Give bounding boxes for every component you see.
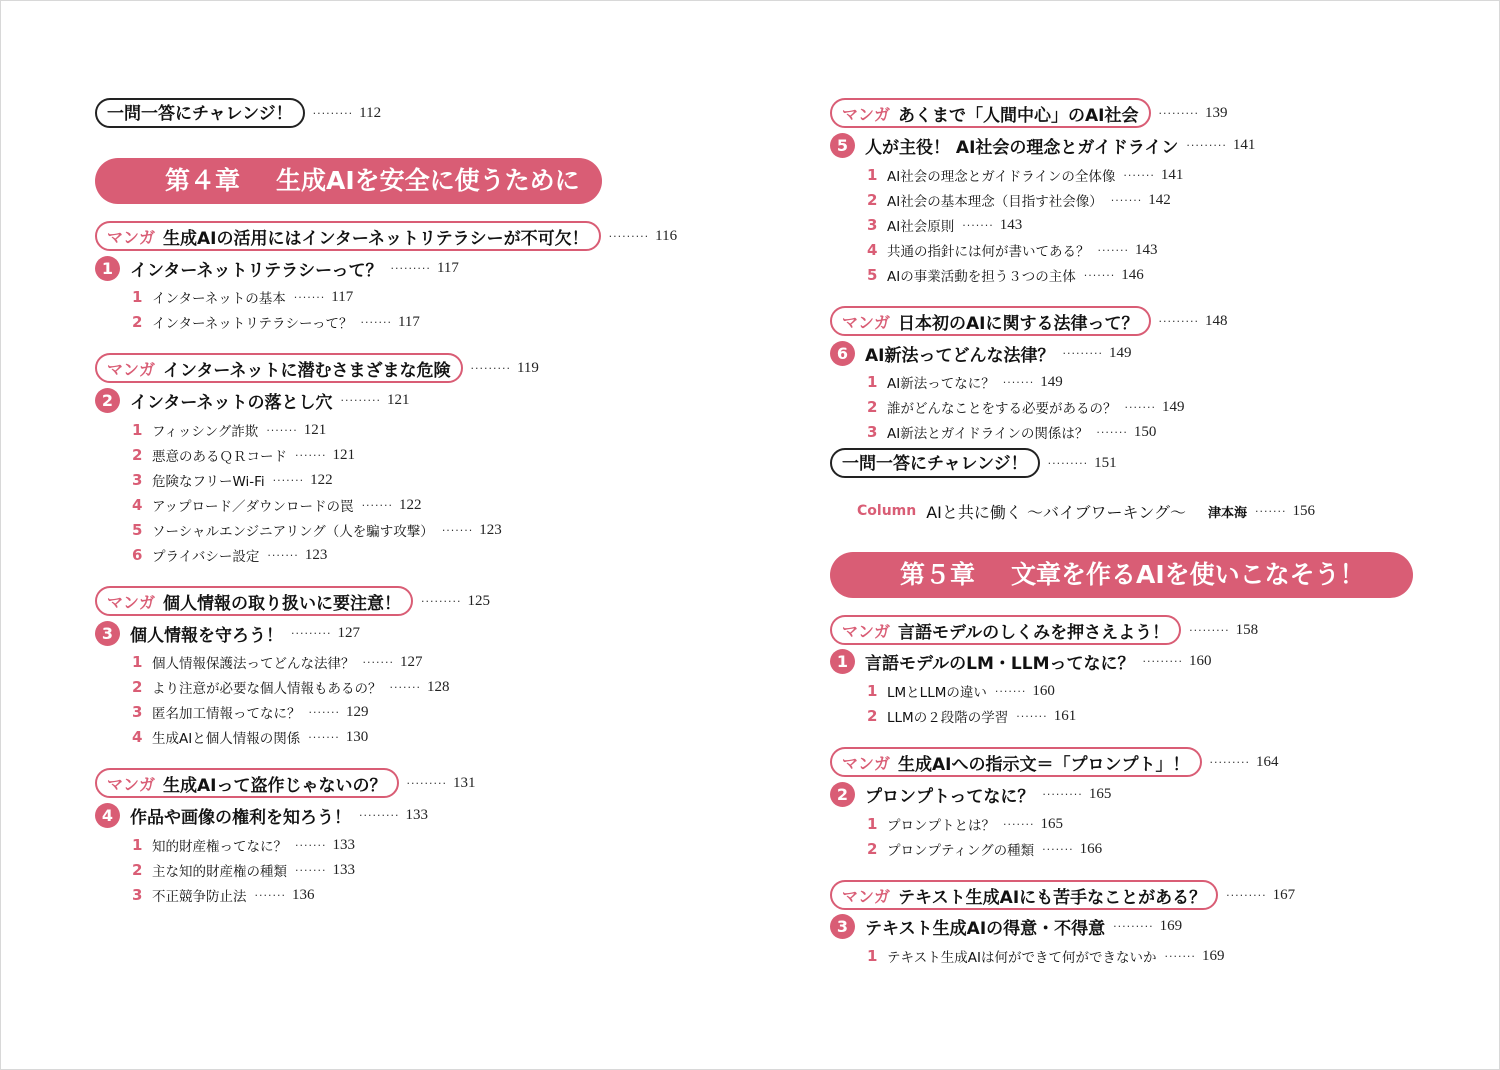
toc-entry-section[interactable] — [830, 338, 1131, 368]
leader-dots: ······· — [308, 730, 340, 744]
chapter-title: 生成AIを安全に使うために — [276, 166, 580, 195]
subsection-number: 1 — [867, 682, 878, 700]
column-title: AIと共に働く ～バイブワーキング～ — [926, 502, 1187, 522]
page-number: 122 — [399, 496, 422, 513]
manga-pill — [95, 353, 463, 383]
leader-dots: ········· — [1158, 314, 1199, 328]
subsection-title: 個人情報保護法ってどんな法律？ — [152, 656, 355, 672]
leader-dots: ······· — [389, 680, 421, 694]
toc-entry-manga[interactable] — [830, 747, 1278, 777]
subsection-title: ソーシャルエンジニアリング（人を騙す攻撃） — [152, 524, 434, 540]
leader-dots: ······· — [272, 473, 305, 487]
page-number: 166 — [1079, 840, 1103, 857]
page-number: 141 — [1160, 166, 1184, 183]
leader-dots: ········· — [1209, 755, 1250, 769]
toc-entry-manga[interactable] — [95, 221, 677, 251]
subsection-number: 1 — [132, 653, 143, 671]
manga-tag: マンガ — [842, 621, 891, 641]
toc-entry-section[interactable] — [95, 618, 360, 648]
toc-entry-section[interactable] — [830, 911, 1182, 941]
page-number: 149 — [1108, 344, 1132, 361]
leader-dots: ······· — [1110, 193, 1143, 207]
subsection-title: アップロード／ダウンロードの罠 — [152, 499, 354, 515]
leader-dots: ········· — [340, 393, 381, 407]
section-title: プロンプトってなに？ — [865, 786, 1035, 807]
manga-pill — [830, 747, 1202, 777]
toc-entry-sub[interactable] — [867, 417, 1156, 447]
leader-dots: ········· — [1142, 654, 1183, 668]
manga-tag: マンガ — [842, 312, 891, 332]
section-number-badge: 1 — [830, 649, 855, 674]
section-number-badge: 3 — [830, 914, 855, 939]
page-number: 169 — [1201, 947, 1225, 964]
leader-dots: ······· — [962, 218, 994, 232]
subsection-number: 3 — [867, 216, 878, 234]
toc-entry-manga[interactable] — [830, 306, 1227, 336]
subsection-number: 1 — [867, 166, 878, 184]
toc-entry-challenge[interactable] — [95, 98, 381, 128]
subsection-title: AIの事業活動を担う３つの主体 — [887, 269, 1076, 285]
subsection-title: AI社会原則 — [887, 219, 955, 235]
subsection-title: LMとLLMの違い — [887, 685, 987, 701]
toc-entry-manga[interactable] — [830, 615, 1258, 645]
page-number: 169 — [1159, 917, 1183, 934]
toc-entry-section[interactable] — [830, 779, 1111, 809]
leader-dots: ······· — [1003, 817, 1035, 831]
leader-dots: ······· — [267, 548, 299, 562]
page-number: 119 — [516, 359, 539, 376]
page-number: 125 — [467, 592, 490, 609]
leader-dots: ······· — [293, 290, 326, 304]
leader-dots: ······· — [1255, 504, 1287, 518]
page-number: 127 — [399, 653, 423, 670]
toc-entry-manga[interactable] — [830, 880, 1295, 910]
subsection-title: AI新法とガイドラインの関係は？ — [887, 426, 1089, 442]
column-tag: Column — [857, 503, 917, 519]
manga-title: 個人情報の取り扱いに要注意！ — [163, 593, 402, 614]
page-number: 123 — [304, 546, 328, 563]
manga-title: あくまで「人間中心」のAI社会 — [898, 105, 1139, 126]
leader-dots: ········· — [1189, 623, 1230, 637]
leader-dots: ······· — [1164, 949, 1196, 963]
page-number: 146 — [1121, 266, 1144, 283]
toc-entry-sub[interactable] — [867, 834, 1102, 864]
page-number: 167 — [1272, 886, 1296, 903]
leader-dots: ······· — [295, 838, 327, 852]
chapter-title: 文章を作るAIを使いこなそう！ — [1011, 560, 1365, 589]
manga-tag: マンガ — [107, 774, 156, 794]
subsection-number: 3 — [132, 471, 143, 489]
subsection-title: プライバシー設定 — [152, 549, 260, 565]
leader-dots: ········· — [1047, 456, 1089, 470]
section-number-badge: 3 — [95, 621, 120, 646]
toc-entry-sub[interactable] — [867, 701, 1076, 731]
page-number: 156 — [1292, 502, 1316, 519]
page-number: 122 — [310, 471, 333, 488]
subsection-title: 共通の指針には何が書いてある？ — [887, 244, 1090, 260]
manga-pill — [830, 306, 1151, 336]
subsection-number: 2 — [867, 840, 878, 858]
section-title: インターネットの落とし穴 — [130, 392, 333, 413]
section-number-badge: 2 — [830, 782, 855, 807]
leader-dots: ······· — [1124, 400, 1156, 414]
page-number: 151 — [1094, 454, 1117, 471]
section-title: 個人情報を守ろう！ — [130, 625, 283, 646]
leader-dots: ······· — [994, 684, 1027, 698]
leader-dots: ······· — [1123, 168, 1155, 182]
subsection-number: 1 — [132, 288, 143, 306]
page-number: 141 — [1232, 136, 1256, 153]
section-title: テキスト生成AIの得意・不得意 — [865, 918, 1106, 939]
manga-title: 生成AIの活用にはインターネットリテラシーが不可欠！ — [163, 228, 589, 249]
page-number: 150 — [1133, 423, 1157, 440]
leader-dots: ······· — [1002, 375, 1035, 389]
subsection-number: 2 — [132, 446, 143, 464]
toc-entry-chapter[interactable] — [95, 158, 602, 204]
section-title: 言語モデルのLM・LLMってなに？ — [865, 653, 1135, 674]
subsection-title: テキスト生成AIは何ができて何ができないか — [887, 950, 1157, 966]
manga-pill — [95, 768, 399, 798]
manga-title: テキスト生成AIにも苦手なことがある？ — [898, 887, 1207, 908]
subsection-title: AI新法ってなに？ — [887, 376, 995, 392]
subsection-number: 1 — [867, 373, 878, 391]
page-number: 143 — [999, 216, 1023, 233]
leader-dots: ········· — [1226, 888, 1267, 902]
subsection-number: 3 — [132, 703, 143, 721]
page-number: 149 — [1040, 373, 1063, 390]
manga-pill — [830, 615, 1181, 645]
page-number: 164 — [1255, 753, 1279, 770]
page-number: 143 — [1134, 241, 1158, 258]
subsection-number: 4 — [867, 241, 878, 259]
page-number: 142 — [1148, 191, 1171, 208]
chapter-number: 第５章 — [900, 560, 976, 589]
leader-dots: ······· — [295, 448, 327, 462]
subsection-title: プロンプティングの種類 — [887, 843, 1035, 859]
page-number: 149 — [1161, 398, 1185, 415]
page-number: 121 — [332, 446, 355, 463]
leader-dots: ······· — [308, 705, 340, 719]
subsection-number: 2 — [132, 313, 143, 331]
section-number-badge: 1 — [95, 256, 120, 281]
section-title: 作品や画像の権利を知ろう！ — [130, 807, 351, 828]
section-number-badge: 4 — [95, 803, 120, 828]
leader-dots: ······· — [1097, 243, 1129, 257]
leader-dots: ········· — [359, 808, 400, 822]
leader-dots: ······· — [361, 498, 394, 512]
section-number-badge: 6 — [830, 341, 855, 366]
page-number: 165 — [1088, 785, 1112, 802]
subsection-number: 3 — [867, 423, 878, 441]
chapter-banner — [95, 158, 602, 204]
subsection-number: 2 — [132, 678, 143, 696]
challenge-label: 一問一答にチャレンジ！ — [830, 448, 1040, 478]
subsection-title: 主な知的財産権の種類 — [152, 864, 287, 880]
toc-entry-section[interactable] — [95, 800, 428, 830]
leader-dots: ········· — [1113, 919, 1154, 933]
manga-tag: マンガ — [107, 359, 156, 379]
subsection-title: 不正競争防止法 — [152, 889, 247, 905]
manga-title: 日本初のAIに関する法律って？ — [898, 313, 1139, 334]
column-author: 津本海 — [1208, 505, 1248, 521]
section-title: 人が主役！ AI社会の理念とガイドライン — [865, 137, 1179, 158]
leader-dots: ········· — [1158, 106, 1199, 120]
leader-dots: ········· — [608, 229, 650, 243]
chapter-banner — [830, 552, 1413, 598]
subsection-number: 3 — [132, 886, 143, 904]
manga-pill — [830, 98, 1151, 128]
toc-entry-sub[interactable] — [132, 880, 314, 910]
challenge-label: 一問一答にチャレンジ！ — [95, 98, 305, 128]
subsection-number: 1 — [867, 947, 878, 965]
manga-tag: マンガ — [107, 592, 156, 612]
subsection-title: LLMの２段階の学習 — [887, 710, 1009, 726]
page-number: 130 — [345, 728, 369, 745]
manga-tag: マンガ — [107, 227, 156, 247]
toc-entry-challenge[interactable] — [830, 448, 1117, 478]
manga-title: 生成AIって盗作じゃないの？ — [163, 775, 387, 796]
subsection-title: 生成AIと個人情報の関係 — [152, 731, 301, 747]
subsection-number: 1 — [867, 815, 878, 833]
page-number: 133 — [405, 806, 428, 823]
toc-entry-manga[interactable] — [95, 353, 539, 383]
leader-dots: ········· — [390, 261, 431, 275]
leader-dots: ······· — [360, 315, 392, 329]
page-number: 127 — [337, 624, 360, 641]
section-title: インターネットリテラシーって？ — [130, 260, 383, 281]
subsection-number: 4 — [132, 496, 143, 514]
leader-dots: ······· — [266, 423, 298, 437]
manga-pill — [95, 221, 601, 251]
subsection-number: 2 — [867, 191, 878, 209]
toc-entry-manga[interactable] — [95, 768, 475, 798]
manga-title: 生成AIへの指示文＝「プロンプト」！ — [898, 754, 1190, 775]
subsection-title: より注意が必要な個人情報もあるの？ — [152, 681, 382, 697]
leader-dots: ······· — [1042, 842, 1074, 856]
page-number: 136 — [291, 886, 315, 903]
subsection-title: 匿名加工情報ってなに？ — [152, 706, 301, 722]
leader-dots: ······· — [1016, 709, 1048, 723]
subsection-title: インターネットの基本 — [152, 291, 286, 307]
leader-dots: ········· — [291, 626, 332, 640]
section-title: AI新法ってどんな法律？ — [865, 345, 1055, 366]
page-number: 160 — [1188, 652, 1212, 669]
subsection-title: フィッシング詐欺 — [152, 424, 259, 440]
subsection-title: 危険なフリーWi-Fi — [152, 474, 265, 490]
subsection-number: 1 — [132, 836, 143, 854]
leader-dots: ········· — [1062, 346, 1103, 360]
page-number: 121 — [386, 391, 410, 408]
leader-dots: ······· — [254, 888, 286, 902]
toc-entry-column[interactable] — [857, 496, 1315, 526]
page-number: 133 — [332, 861, 355, 878]
subsection-number: 5 — [132, 521, 143, 539]
subsection-number: 2 — [132, 861, 143, 879]
page-number: 131 — [452, 774, 476, 791]
page-number: 160 — [1032, 682, 1055, 699]
page-number: 123 — [479, 521, 502, 538]
page-number: 116 — [655, 227, 678, 244]
subsection-title: AI社会の理念とガイドラインの全体像 — [887, 169, 1116, 185]
leader-dots: ······· — [1083, 268, 1116, 282]
page-number: 121 — [303, 421, 327, 438]
page-number: 148 — [1204, 312, 1228, 329]
manga-tag: マンガ — [842, 886, 891, 906]
manga-title: 言語モデルのしくみを押さえよう！ — [898, 622, 1170, 643]
leader-dots: ········· — [406, 776, 447, 790]
leader-dots: ······· — [441, 523, 474, 537]
subsection-title: 知的財産権ってなに？ — [152, 839, 287, 855]
toc-entry-sub[interactable] — [132, 307, 420, 337]
page-number: 158 — [1235, 621, 1259, 638]
toc-entry-sub[interactable] — [867, 260, 1144, 290]
subsection-number: 2 — [867, 707, 878, 725]
section-number-badge: 2 — [95, 388, 120, 413]
page-number: 117 — [397, 313, 420, 330]
toc-entry-sub[interactable] — [132, 540, 327, 570]
toc-entry-manga[interactable] — [95, 586, 490, 616]
page-number: 117 — [331, 288, 354, 305]
leader-dots: ······· — [1096, 425, 1128, 439]
page-number: 133 — [332, 836, 355, 853]
subsection-number: 6 — [132, 546, 143, 564]
leader-dots: ········· — [470, 361, 511, 375]
chapter-number: 第４章 — [165, 166, 241, 195]
manga-tag: マンガ — [842, 104, 891, 124]
manga-tag: マンガ — [842, 753, 891, 773]
leader-dots: ······· — [295, 863, 327, 877]
leader-dots: ········· — [312, 106, 354, 120]
toc-entry-section[interactable] — [830, 130, 1255, 160]
leader-dots: ········· — [421, 594, 462, 608]
page-number: 117 — [436, 259, 459, 276]
page-number: 112 — [359, 104, 382, 121]
page-number: 165 — [1040, 815, 1063, 832]
leader-dots: ········· — [1042, 787, 1083, 801]
subsection-number: 5 — [867, 266, 878, 284]
toc-entry-sub[interactable] — [132, 722, 368, 752]
toc-entry-section[interactable] — [830, 646, 1211, 676]
section-number-badge: 5 — [830, 133, 855, 158]
toc-entry-section[interactable] — [95, 385, 409, 415]
manga-pill — [95, 586, 413, 616]
toc-entry-chapter[interactable] — [830, 552, 1413, 598]
subsection-title: 悪意のあるＱＲコード — [152, 449, 287, 465]
subsection-title: AI社会の基本理念（目指す社会像） — [887, 194, 1103, 210]
page-number: 128 — [426, 678, 450, 695]
toc-entry-section[interactable] — [95, 253, 459, 283]
page-number: 129 — [345, 703, 369, 720]
subsection-title: インターネットリテラシーって？ — [152, 316, 353, 332]
toc-entry-sub[interactable] — [867, 941, 1224, 971]
toc-entry-manga[interactable] — [830, 98, 1227, 128]
subsection-number: 2 — [867, 398, 878, 416]
page-number: 161 — [1053, 707, 1077, 724]
subsection-title: 誰がどんなことをする必要があるの？ — [887, 401, 1117, 417]
manga-title: インターネットに潜むさまざまな危険 — [163, 360, 451, 381]
subsection-number: 4 — [132, 728, 143, 746]
manga-pill — [830, 880, 1218, 910]
leader-dots: ······· — [362, 655, 394, 669]
subsection-title: プロンプトとは？ — [887, 818, 995, 834]
leader-dots: ········· — [1186, 138, 1227, 152]
subsection-number: 1 — [132, 421, 143, 439]
page-number: 139 — [1204, 104, 1228, 121]
